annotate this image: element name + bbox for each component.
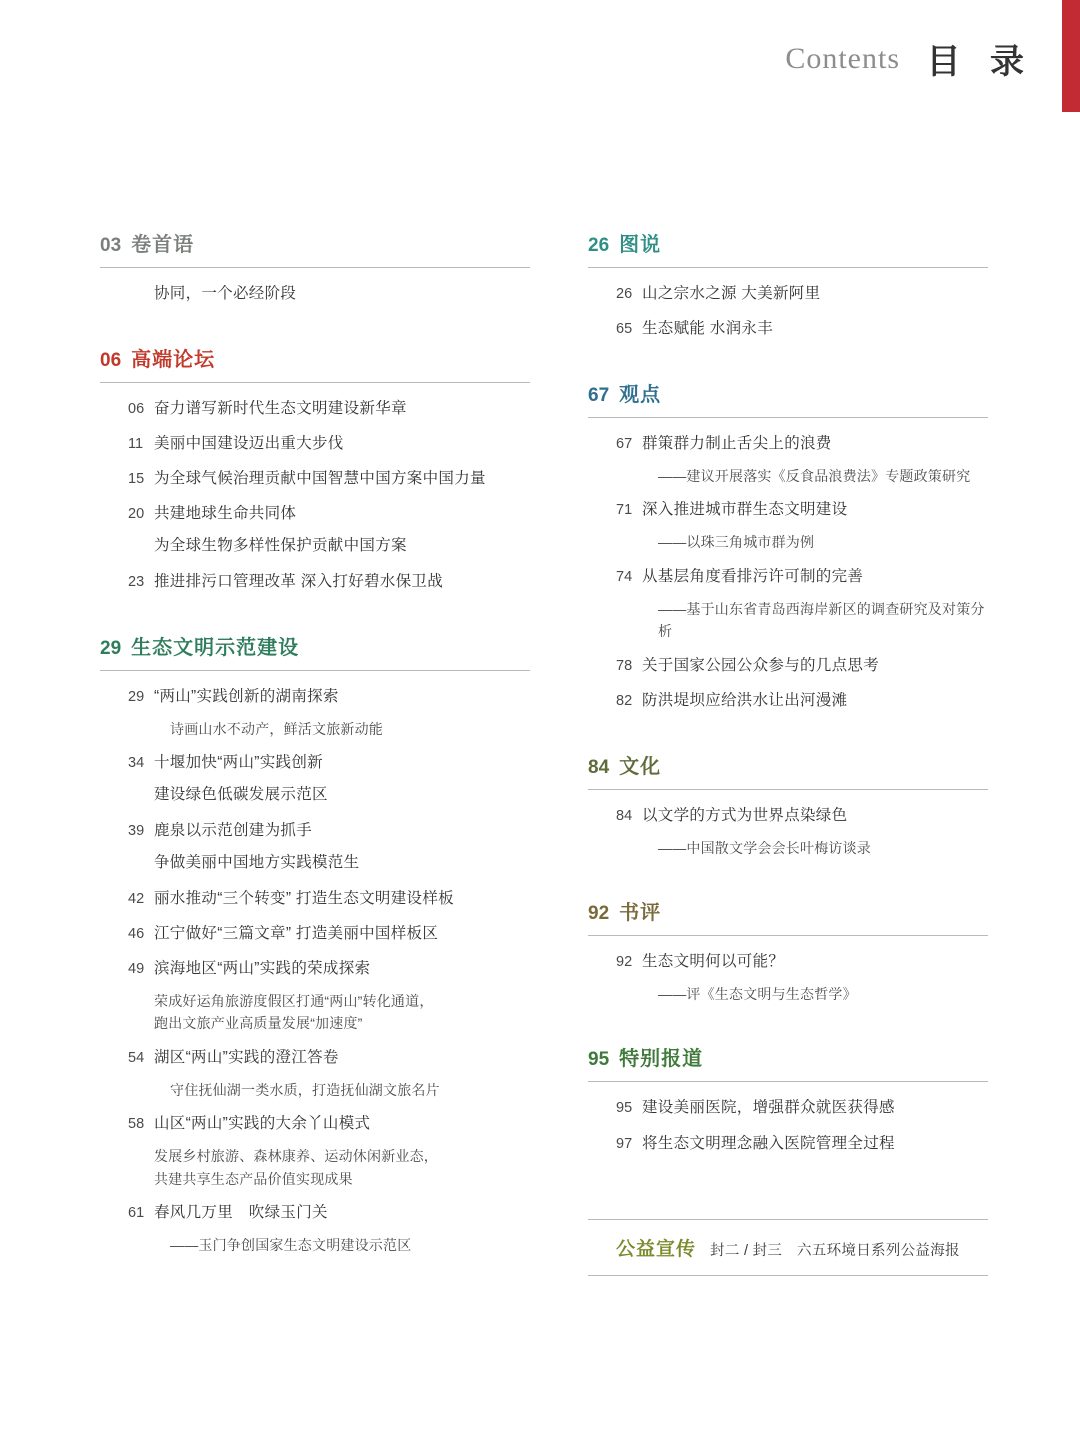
toc-entry-page: 58: [128, 1116, 145, 1133]
section-entry-list: [100, 685, 530, 1289]
contents-section: [100, 631, 530, 1289]
section-header[interactable]: [588, 750, 988, 789]
toc-entry-subtitle: 发展乡村旅游、森林康养、运动休闲新业态， 共建共享生态产品价值实现成果: [154, 1148, 438, 1187]
toc-entry-page: 97: [616, 1135, 633, 1152]
section-page-number: 95: [588, 1049, 610, 1071]
toc-entry-title: 江宁做好“三篇文章” 打造美丽中国样板区: [154, 924, 439, 942]
toc-entry[interactable]: [616, 1096, 988, 1120]
toc-entry[interactable]: [616, 565, 988, 589]
toc-entry[interactable]: [616, 1132, 988, 1156]
section-header[interactable]: [588, 228, 988, 267]
contents-section: [588, 1042, 988, 1188]
toc-entry-title-continued: 为全球生物多样性保护贡献中国方案: [154, 537, 407, 555]
section-title: 特别报道: [619, 1048, 704, 1071]
section-header[interactable]: [588, 378, 988, 417]
toc-entry[interactable]: [128, 922, 530, 946]
toc-entry-title: 建设美丽医院，增强群众就医获得感: [642, 1099, 895, 1117]
toc-entry-page: 61: [128, 1204, 145, 1221]
section-header[interactable]: [588, 1042, 988, 1081]
right-column: [588, 228, 988, 1276]
toc-entry-page: 34: [128, 755, 145, 772]
toc-entry[interactable]: [128, 957, 530, 981]
section-title: 图说: [619, 234, 662, 256]
toc-entry[interactable]: [616, 317, 988, 341]
toc-entry-title: 协同，一个必经阶段: [154, 285, 297, 302]
toc-entry-page: 65: [616, 321, 633, 338]
section-header[interactable]: [100, 228, 530, 267]
toc-entry-page: 39: [128, 823, 145, 840]
header-title-english: Contents: [785, 42, 900, 75]
section-entry-list: [588, 804, 988, 892]
toc-entry-page: 78: [616, 657, 633, 674]
section-entry-list: [588, 950, 988, 1038]
toc-entry-title: 群策群力制止舌尖上的浪费: [642, 435, 832, 453]
section-divider: [100, 267, 530, 268]
section-divider: [100, 382, 530, 383]
toc-entry-title: 以文学的方式为世界点染绿色: [642, 806, 848, 824]
section-entry-list: [100, 397, 530, 627]
contents-section: [100, 343, 530, 627]
toc-entry[interactable]: [616, 804, 988, 828]
toc-entry-page: 20: [128, 506, 145, 523]
toc-entry-page: 11: [128, 436, 144, 453]
toc-entry-subtitle: 守住抚仙湖一类水质，打造抚仙湖文旅名片: [170, 1081, 440, 1098]
toc-entry-title: 为全球气候治理贡献中国智慧中国方案中国力量: [154, 470, 486, 488]
section-entry-list: [588, 282, 988, 374]
toc-entry-title: 山之宗水之源 大美新阿里: [642, 285, 821, 302]
section-header[interactable]: [100, 631, 530, 670]
toc-entry[interactable]: [128, 819, 530, 843]
header-accent-bar: [1062, 0, 1080, 112]
section-title: 生态文明示范建设: [131, 636, 300, 659]
toc-entry-page: 71: [616, 502, 633, 519]
toc-entry-title: 推进排污口管理改革 深入打好碧水保卫战: [154, 572, 444, 590]
toc-entry-subtitle: ——建议开展落实《反食品浪费法》专题政策研究: [658, 468, 971, 485]
toc-entry-title: 关于国家公园公众参与的几点思考: [642, 656, 880, 674]
toc-entry-page: 82: [616, 692, 633, 709]
toc-entry-title: 防洪堤坝应给洪水让出河漫滩: [642, 691, 848, 709]
section-page-number: 29: [100, 637, 122, 659]
section-divider: [100, 670, 530, 671]
toc-entry-title: 鹿泉以示范创建为抓手: [154, 822, 313, 840]
section-page-number: 06: [100, 350, 122, 372]
toc-entry[interactable]: [128, 467, 530, 491]
promo-text: 封二 / 封三 六五环境日系列公益海报: [710, 1242, 960, 1259]
toc-entry-page: 67: [616, 436, 633, 453]
toc-entry[interactable]: [128, 1112, 530, 1136]
toc-entry-title: 奋力谱写新时代生态文明建设新华章: [154, 400, 407, 418]
section-page-number: 67: [588, 385, 610, 407]
toc-entry[interactable]: [128, 751, 530, 775]
toc-entry-title: 将生态文明理念融入医院管理全过程: [642, 1134, 895, 1152]
section-page-number: 03: [100, 235, 122, 256]
section-title: 文化: [619, 755, 662, 778]
contents-section: [588, 378, 988, 746]
section-entry-list: [588, 1096, 988, 1188]
toc-entry-title: 山区“两山”实践的大余丫山模式: [154, 1115, 371, 1133]
section-header[interactable]: [100, 343, 530, 382]
toc-entry-page: 06: [128, 401, 145, 418]
toc-entry-title: 湖区“两山”实践的澄江答卷: [154, 1048, 339, 1066]
section-page-number: 84: [588, 756, 610, 778]
toc-entry[interactable]: [128, 685, 530, 709]
toc-entry-page: 49: [128, 960, 145, 977]
toc-entry-title: 从基层角度看排污许可制的完善: [642, 567, 864, 585]
toc-entry[interactable]: [616, 689, 988, 713]
toc-entry-page: 29: [128, 688, 145, 705]
toc-entry-page: 42: [128, 890, 145, 907]
toc-entry-page: 95: [616, 1100, 633, 1117]
toc-entry-subtitle: 荣成好运角旅游度假区打通“两山”转化通道， 跑出文旅产业高质量发展“加速度”: [154, 992, 434, 1032]
toc-entry[interactable]: [128, 887, 530, 911]
section-title: 书评: [619, 902, 662, 925]
toc-entry[interactable]: [128, 1201, 530, 1225]
page-header: [0, 0, 1080, 112]
toc-entry[interactable]: [128, 502, 530, 526]
toc-entry[interactable]: [128, 432, 530, 456]
toc-entry-title: “两山”实践创新的湖南探索: [154, 687, 339, 705]
toc-entry[interactable]: [128, 282, 530, 306]
section-page-number: 92: [588, 903, 610, 925]
toc-entry-subtitle: ——中国散文学会会长叶梅访谈录: [658, 839, 871, 856]
toc-entry-subtitle: ——基于山东省青岛西海岸新区的调查研究及对策分析: [658, 600, 985, 640]
section-title: 观点: [619, 384, 662, 407]
toc-entry[interactable]: [616, 654, 988, 678]
toc-entry-page: 84: [616, 807, 633, 824]
toc-entry-title: 深入推进城市群生态文明建设: [642, 501, 848, 519]
toc-entry-title: 十堰加快“两山”实践创新: [154, 754, 323, 772]
toc-entry[interactable]: [616, 498, 988, 522]
toc-entry-title: 美丽中国建设迈出重大步伐: [154, 435, 344, 453]
toc-entry-subtitle: ——评《生态文明与生态哲学》: [658, 986, 857, 1003]
toc-entry-title: 生态赋能 水润永丰: [642, 320, 774, 338]
toc-entry-subtitle: ——以珠三角城市群为例: [658, 534, 815, 551]
toc-entry-subtitle: ——玉门争创国家生态文明建设示范区: [170, 1236, 412, 1253]
toc-entry-page: 23: [128, 573, 145, 590]
toc-entry-page: 15: [128, 471, 145, 488]
section-entry-list: [100, 282, 530, 339]
section-divider: [588, 417, 988, 418]
contents-section: [588, 228, 988, 374]
toc-entry-title: 生态文明何以可能？: [642, 953, 785, 971]
toc-entry-page: 46: [128, 925, 145, 942]
section-header[interactable]: [588, 896, 988, 935]
toc-entry-page: 92: [616, 954, 633, 971]
public-service-promo[interactable]: [588, 1219, 988, 1276]
section-page-number: 26: [588, 235, 610, 256]
toc-entry[interactable]: [128, 397, 530, 421]
toc-entry-page: 74: [616, 568, 633, 585]
section-entry-list: [588, 432, 988, 746]
header-title-chinese: 目 录: [926, 43, 1034, 81]
toc-entry-page: 26: [616, 286, 633, 302]
promo-label: 公益宣传: [616, 1238, 697, 1260]
section-divider: [588, 1081, 988, 1082]
toc-entry-title: 丽水推动“三个转变” 打造生态文明建设样板: [154, 889, 454, 907]
section-divider: [588, 789, 988, 790]
section-divider: [588, 267, 988, 268]
toc-entry-title: 滨海地区“两山”实践的荣成探索: [154, 959, 371, 977]
left-column: [100, 228, 530, 1293]
section-divider: [588, 935, 988, 936]
toc-entry-title: 共建地球生命共同体: [154, 505, 297, 523]
toc-entry-title-continued: 争做美丽中国地方实践模范生: [154, 854, 360, 872]
toc-entry[interactable]: [128, 1046, 530, 1070]
contents-section: [100, 228, 530, 339]
contents-section: [588, 750, 988, 892]
toc-entry[interactable]: [616, 950, 988, 974]
section-title: 高端论坛: [131, 349, 216, 372]
toc-entry[interactable]: [128, 570, 530, 594]
toc-entry-subtitle: 诗画山水不动产，鲜活文旅新动能: [170, 720, 383, 737]
section-title: 卷首语: [131, 234, 195, 256]
toc-entry[interactable]: [616, 432, 988, 456]
toc-entry[interactable]: [616, 282, 988, 306]
toc-entry-title: 春风几万里 吹绿玉门关: [154, 1203, 328, 1221]
contents-section: [588, 896, 988, 1038]
toc-entry-page: 54: [128, 1049, 145, 1066]
toc-entry-title-continued: 建设绿色低碳发展示范区: [154, 786, 328, 804]
